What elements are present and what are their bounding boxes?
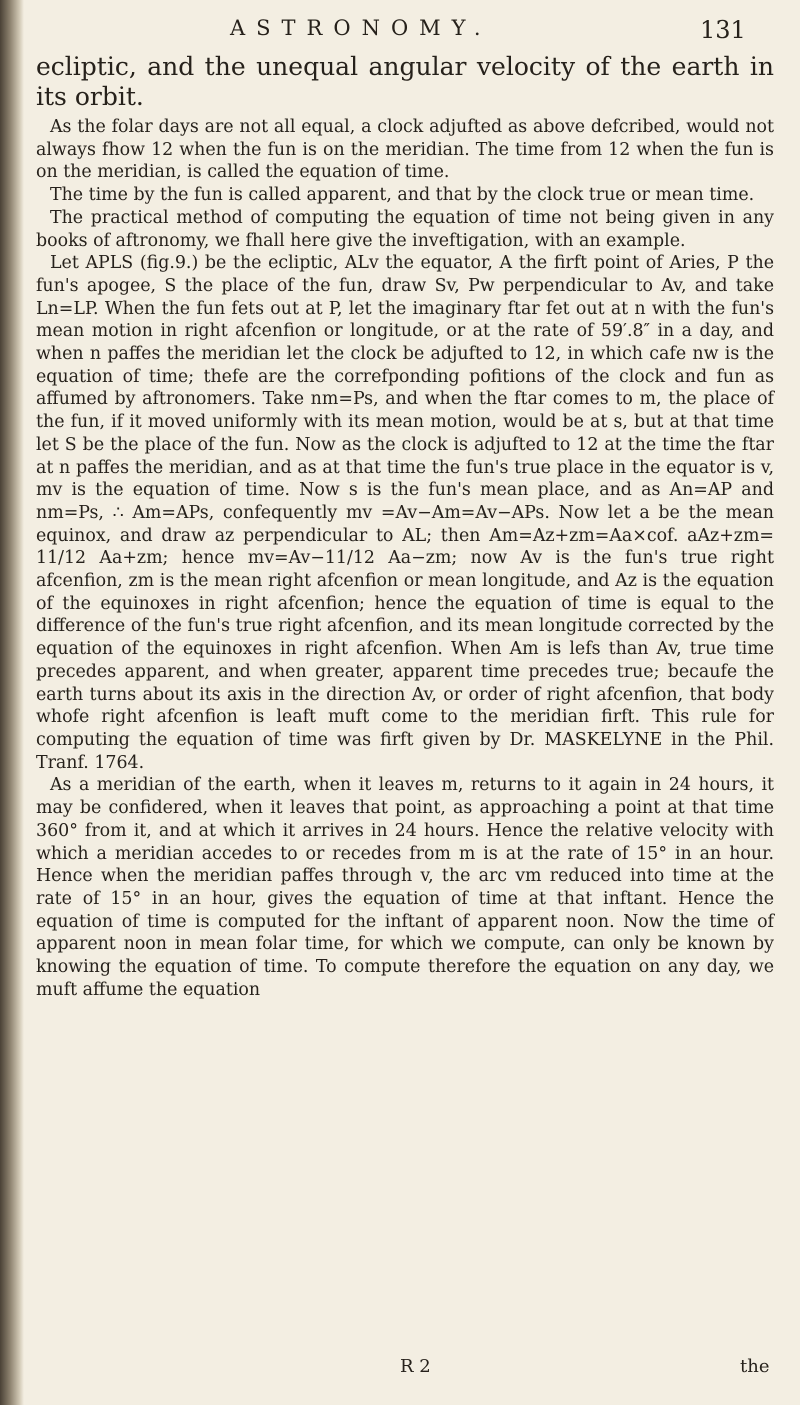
body-text	[36, 52, 774, 1001]
page-footer	[0, 1356, 800, 1382]
paragraph-meridian: As a meridian of the earth, when it leaves m, returns to it again in 24 hours, it may be confidered, when it leaves that point, as approaching a point at that time 360° from it, and at which it arrives in 24 hours. Hence the relative velocity with which a meridian accedes to or recedes from m is at the rate of 15° in an hour. Hence when the meridian paffes through v, the arc vm reduced into time at the rate of 15° in an hour, gives the equation of time at that inftant. Hence the equation of time is computed for the inftant of apparent noon. Now the time of apparent noon in mean folar time, for which we compute, can only be known by knowing the equation of time. To compute therefore the equation on any day, we muft affume the equation	[36, 775, 774, 1000]
page-number: 131	[700, 16, 746, 44]
running-title: ASTRONOMY.	[230, 16, 492, 40]
book-binding-shadow	[0, 0, 24, 1405]
paragraph-practical-method: The practical method of computing the equation of time not being given in any books of aftronomy, we fhall here give the inveftigation, with an example.	[36, 207, 774, 251]
catchword: the	[740, 1356, 770, 1377]
paragraph-investigation: Let APLS (fig.9.) be the ecliptic, ALv the equator, A the firft point of Aries, P the fun's apogee, S the place of the fun, draw Sv, Pw perpendicular to Av, and take Ln=LP. When the fun fets out at P, let the imaginary ftar fet out at n with the fun's mean motion in right afcenfion or longitude, or at the rate of 59′.8″ in a day, and when n paffes the meridian let the clock be adjufted to 12, in which cafe nw is the equation of time; thefe are the correfponding pofitions of the clock and fun as affumed by aftronomers. Take nm=Ps, and when the ftar comes to m, the place of the fun, if it moved uniformly with its mean motion, would be at s, but at that time let S be the place of the fun. Now as the clock is adjufted to 12 at the time the ftar at n paffes the meridian, and as at that time the fun's true place in the equator is v, mv is the equation of time. Now s is the fun's mean place, and as An=AP and nm=Ps, ∴ Am=APs, confequently mv =Av−Am=Av−APs. Now let a be the mean equinox, and draw az perpendicular to AL; then Am=Az+zm=Aa×cof. aAz+zm= 11/12 Aa+zm; hence mv=Av−11/12 Aa−zm; now Av is the fun's true right afcenfion, zm is the mean right afcenfion or mean longitude, and Az is the equation of the equinoxes in right afcenfion; hence the equation of time is equal to the difference of the fun's true right afcenfion, and its mean longitude corrected by the equation of the equinoxes in right afcenfion. When Am is lefs than Av, true time precedes apparent, and when greater, apparent time precedes true; becaufe the earth turns about its axis in the direction Av, or order of right afcenfion, that body whofe right afcenfion is leaft muft come to the meridian firft. This rule for computing the equation of time was firft given by Dr. MASKELYNE in the Phil. Tranf. 1764.	[36, 253, 774, 773]
signature-mark: R 2	[400, 1356, 431, 1377]
intro-paragraph: ecliptic, and the unequal angular velocity of the earth in its orbit.	[36, 52, 774, 111]
page-header	[0, 16, 800, 56]
paragraph-apparent-time: The time by the fun is called apparent, and that by the clock true or mean time.	[50, 185, 755, 206]
paragraph-equation-of-time: As the folar days are not all equal, a clock adjufted as above defcribed, would not always fhow 12 when the fun is on the meridian. The time from 12 when the fun is on the meridian, is called the equation of time.	[36, 117, 774, 183]
